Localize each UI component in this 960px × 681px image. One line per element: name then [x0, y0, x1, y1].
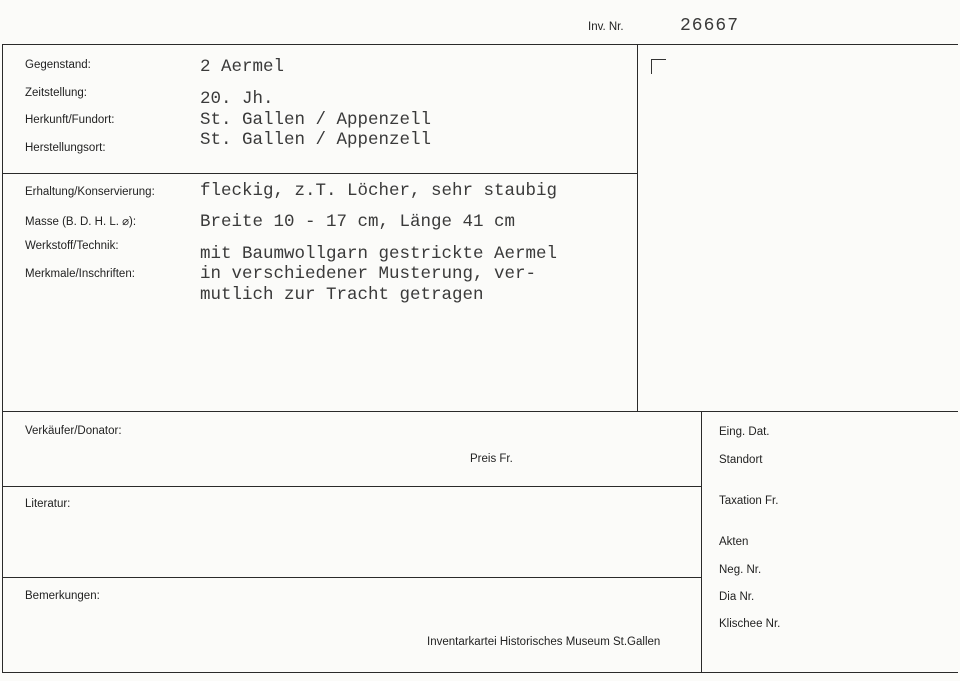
herkunft-value: St. Gallen / Appenzell — [200, 110, 432, 130]
top-rule — [2, 44, 958, 45]
standort-label: Standort — [719, 454, 763, 466]
description-line-3: mutlich zur Tracht getragen — [200, 285, 484, 305]
verkaeufer-label: Verkäufer/Donator: — [25, 425, 122, 437]
inv-nr-label: Inv. Nr. — [588, 21, 624, 33]
erhaltung-value: fleckig, z.T. Löcher, sehr staubig — [200, 181, 558, 201]
gegenstand-label: Gegenstand: — [25, 59, 91, 71]
klischee-nr-label: Klischee Nr. — [719, 618, 781, 630]
akten-label: Akten — [719, 536, 749, 548]
section-rule-4 — [2, 577, 701, 578]
inv-nr-value: 26667 — [680, 16, 740, 36]
section-rule-2 — [2, 411, 958, 412]
zeitstellung-value: 20. Jh. — [200, 89, 274, 109]
preis-label: Preis Fr. — [470, 453, 513, 465]
section-rule-1 — [2, 173, 637, 174]
footer-text: Inventarkartei Historisches Museum St.Gallen — [427, 636, 661, 648]
herstellungsort-label: Herstellungsort: — [25, 142, 106, 154]
merkmale-label: Merkmale/Inschriften: — [25, 268, 135, 280]
werkstoff-label: Werkstoff/Technik: — [25, 240, 119, 252]
photo-corner-mark — [651, 59, 666, 74]
neg-nr-label: Neg. Nr. — [719, 564, 762, 576]
dia-nr-label: Dia Nr. — [719, 591, 755, 603]
masse-value: Breite 10 - 17 cm, Länge 41 cm — [200, 212, 516, 232]
masse-label: Masse (B. D. H. L. ⌀): — [25, 216, 137, 228]
herstellungsort-value: St. Gallen / Appenzell — [200, 130, 432, 150]
description-line-2: in verschiedener Musterung, ver- — [200, 264, 537, 284]
bemerkungen-label: Bemerkungen: — [25, 590, 100, 602]
herkunft-label: Herkunft/Fundort: — [25, 114, 115, 126]
erhaltung-label: Erhaltung/Konservierung: — [25, 186, 155, 198]
zeitstellung-label: Zeitstellung: — [25, 87, 88, 99]
section-rule-3 — [2, 486, 701, 487]
right-column-divider — [701, 411, 702, 673]
taxation-label: Taxation Fr. — [719, 495, 779, 507]
photo-divider — [637, 44, 638, 412]
bottom-rule — [2, 672, 958, 673]
left-edge — [2, 44, 3, 672]
eing-dat-label: Eing. Dat. — [719, 426, 770, 438]
description-line-1: mit Baumwollgarn gestrickte Aermel — [200, 244, 558, 264]
literatur-label: Literatur: — [25, 498, 71, 510]
gegenstand-value: 2 Aermel — [200, 57, 285, 77]
